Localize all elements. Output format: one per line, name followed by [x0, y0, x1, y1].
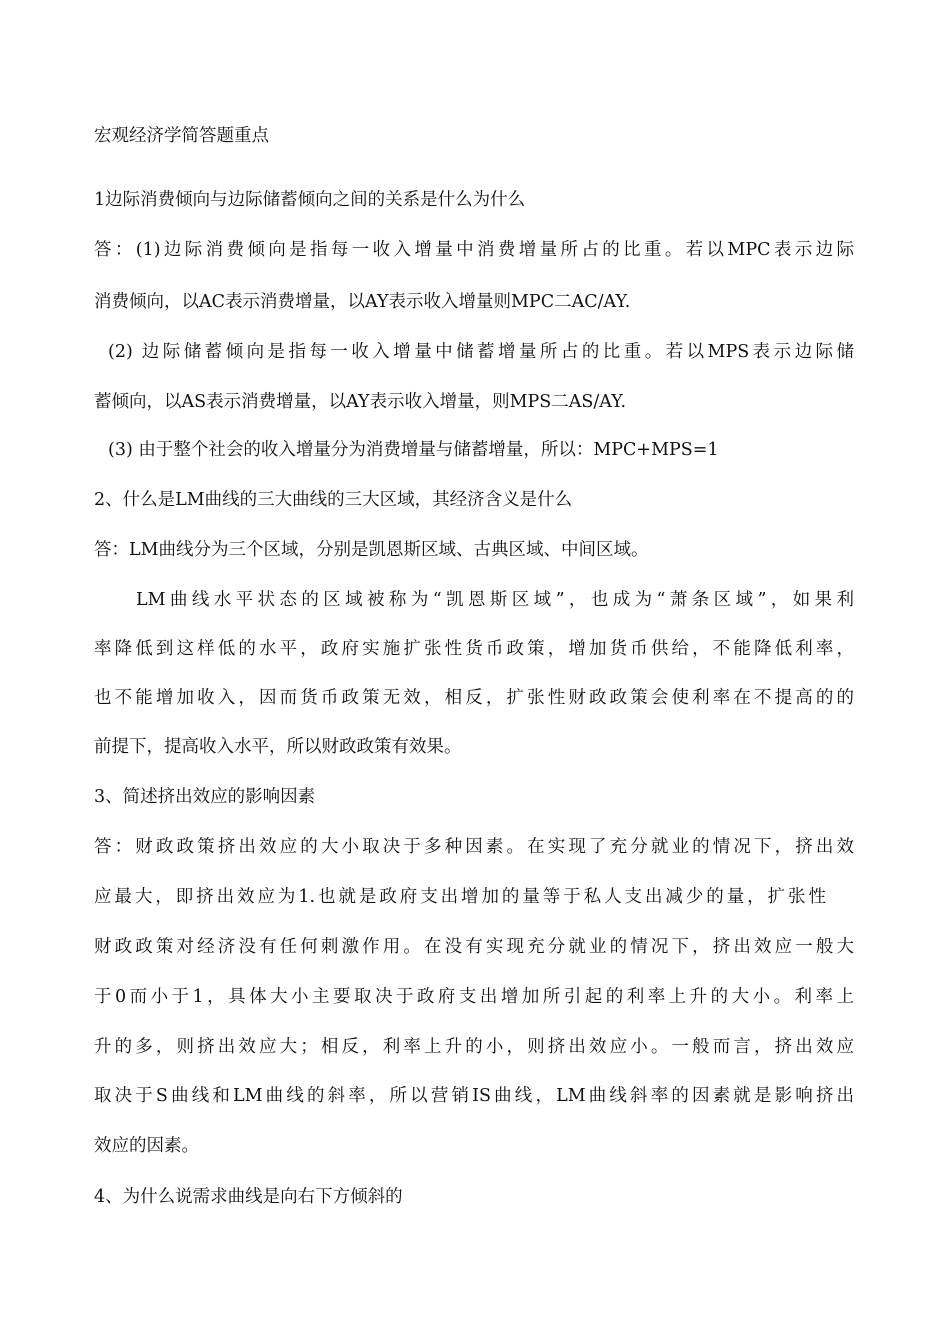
- answer-1-line-2: 消费倾向，以AC表示消费增量，以AY表示收入增量则MPC二AC/AY.: [94, 292, 631, 312]
- answer-3-line-3: 财政政策对经济没有任何刺激作用。在没有实现充分就业的情况下，挤出效应一般大: [94, 937, 854, 957]
- answer-1-line-1: 答：(1)边际消费倾向是指每一收入增量中消费增量所占的比重。若以MPC表示边际: [94, 240, 854, 260]
- question-1-heading: 1边际消费倾向与边际储蓄倾向之间的关系是什么为什么: [94, 190, 526, 210]
- answer-1-line-4: 蓄倾向，以AS表示消费增量，以AY表示收入增量，则MPS二AS/AY.: [94, 392, 627, 412]
- answer-3-line-2: 应最大，即挤出效应为1.也就是政府支出增加的量等于私人支出减少的量，扩张性: [94, 887, 826, 907]
- answer-3-line-4: 于0而小于1，具体大小主要取决于政府支出增加所引起的利率上升的大小。利率上: [94, 987, 854, 1007]
- answer-2-line-3: 率降低到这样低的水平，政府实施扩张性货币政策，增加货币供给，不能降低利率，: [94, 639, 854, 659]
- question-2-heading: 2、什么是LM曲线的三大曲线的三大区域，其经济含义是什么: [94, 490, 573, 510]
- document-title: 宏观经济学简答题重点: [94, 126, 269, 146]
- answer-2-line-1: 答：LM曲线分为三个区域，分别是凯恩斯区域、古典区域、中间区域。: [94, 540, 649, 560]
- question-3-heading: 3、简述挤出效应的影响因素: [94, 787, 316, 807]
- answer-2-line-5: 前提下，提高收入水平，所以财政政策有效果。: [94, 737, 462, 757]
- answer-2-line-2: LM曲线水平状态的区域被称为“凯恩斯区域”，也成为“萧条区域”，如果利: [136, 590, 854, 610]
- answer-3-line-5: 升的多，则挤出效应大；相反，利率上升的小，则挤出效应小。一般而言，挤出效应: [94, 1037, 854, 1057]
- answer-3-line-7: 效应的因素。: [94, 1136, 199, 1156]
- answer-1-line-5: (3) 由于整个社会的收入增量分为消费增量与储蓄增量，所以：MPC+MPS=1: [108, 440, 719, 460]
- answer-3-line-6: 取决于S曲线和LM曲线的斜率，所以营销IS曲线，LM曲线斜率的因素就是影响挤出: [94, 1086, 854, 1106]
- answer-3-line-1: 答：财政政策挤出效应的大小取决于多种因素。在实现了充分就业的情况下，挤出效: [94, 837, 854, 857]
- answer-2-line-4: 也不能增加收入，因而货币政策无效，相反，扩张性财政政策会使利率在不提高的的: [94, 688, 854, 708]
- question-4-heading: 4、为什么说需求曲线是向右下方倾斜的: [94, 1187, 403, 1207]
- answer-1-line-3: (2) 边际储蓄倾向是指每一收入增量中储蓄增量所占的比重。若以MPS表示边际储: [108, 342, 855, 362]
